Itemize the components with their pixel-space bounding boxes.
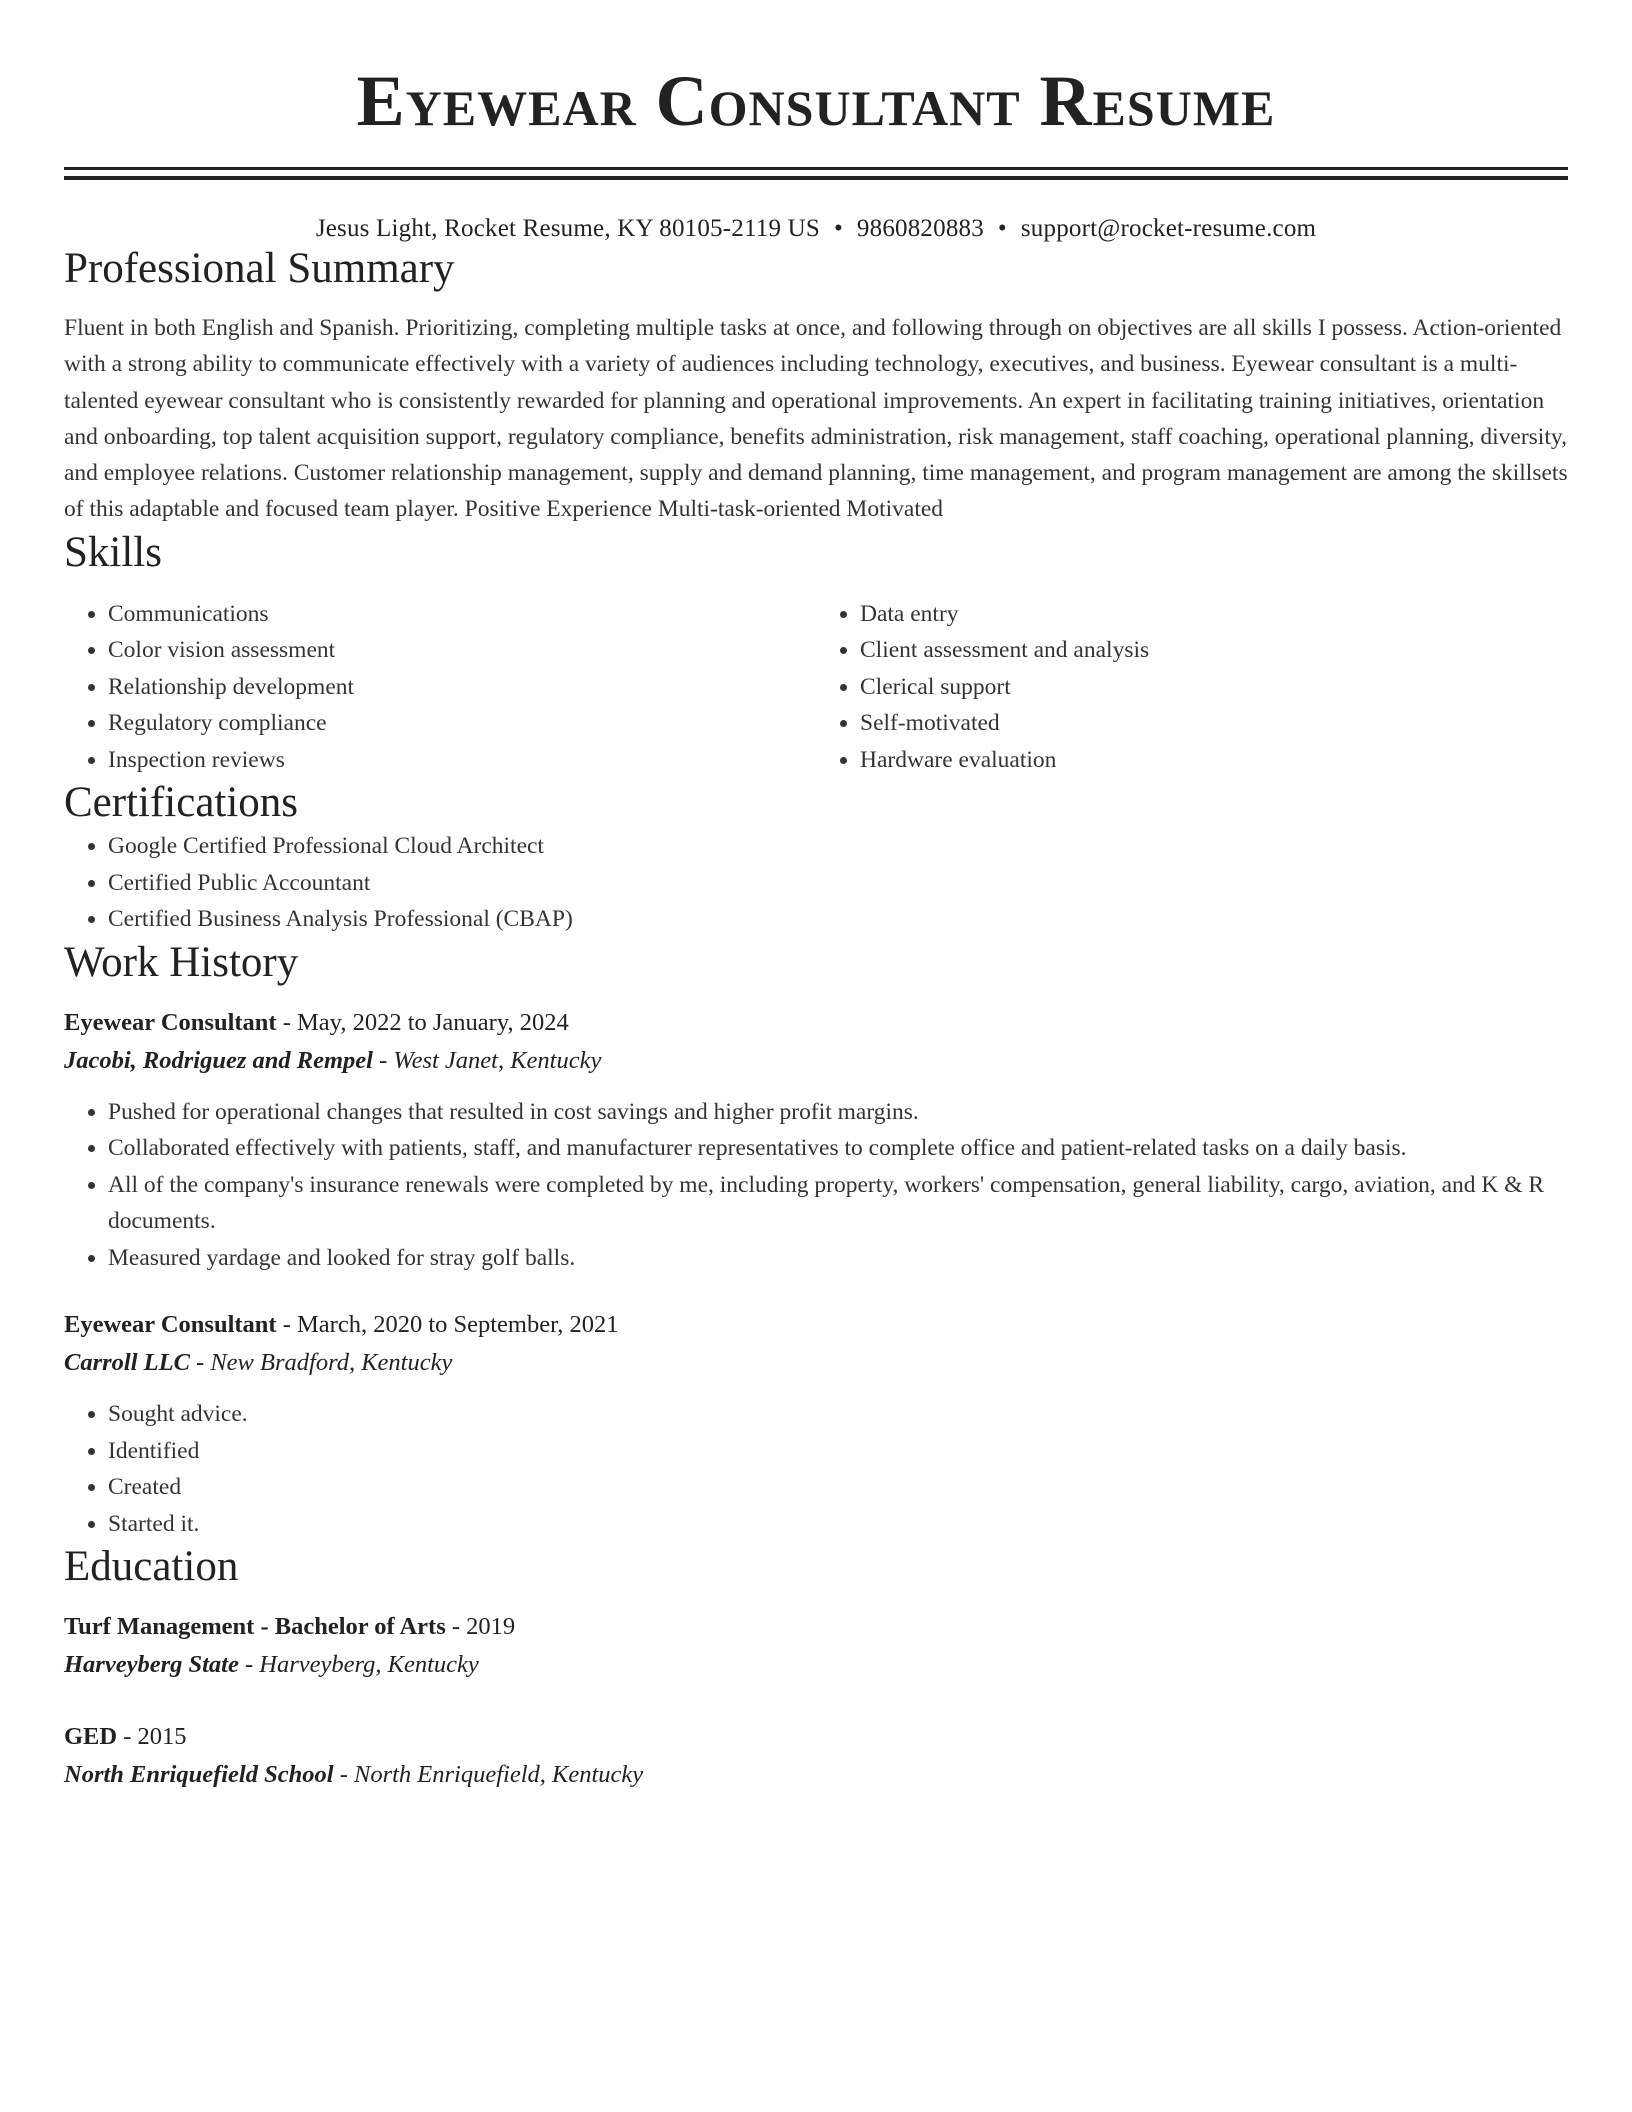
job-header: Eyewear Consultant - March, 2020 to September, 2021 <box>64 1311 619 1339</box>
skills-list-right <box>816 596 1568 779</box>
contact-email: support@rocket-resume.com <box>1020 215 1317 242</box>
certification-item: • Certified Business Analysis Professional (CBAP) <box>108 901 1568 938</box>
skill-item: • Regulatory compliance <box>108 705 816 742</box>
job-duty: • Identified <box>108 1433 1568 1470</box>
title-rule-thick <box>64 176 1568 180</box>
job-header: Eyewear Consultant - May, 2022 to January, 2024 <box>64 1008 569 1036</box>
education-location: North Enriquefield, Kentucky <box>353 1761 644 1789</box>
job-dates: May, 2022 to January, 2024 <box>297 1008 569 1036</box>
job-duty: • All of the company's insurance renewals were completed by me, including property, workers' compensation, general liability, cargo, aviation, and K & R documents. <box>108 1167 1568 1240</box>
title-rule-thin <box>64 167 1568 170</box>
skill-item: • Clerical support <box>860 669 1568 706</box>
education-school-line: North Enriquefield School - North Enriquefield, Kentucky <box>64 1761 644 1789</box>
skill-item: • Self-motivated <box>860 705 1568 742</box>
job-entry <box>64 1004 1568 1277</box>
education-entry <box>64 1608 1568 1684</box>
education-degree: Turf Management - Bachelor of Arts <box>64 1613 446 1641</box>
certification-item: • Certified Public Accountant <box>108 865 1568 902</box>
job-location: West Janet, Kentucky <box>393 1046 602 1074</box>
job-duty: • Pushed for operational changes that resulted in cost savings and higher profit margins. <box>108 1094 1568 1131</box>
skill-item: • Color vision assessment <box>108 632 816 669</box>
resume-title: Eyewear Consultant Resume <box>356 61 1276 141</box>
work-history-heading: Work History <box>64 938 299 986</box>
contact-phone: 9860820883 <box>856 215 984 242</box>
skills-columns <box>64 596 1568 779</box>
job-duty: • Started it. <box>108 1506 1568 1543</box>
education-entry <box>64 1718 1568 1794</box>
job-company: Jacobi, Rodriguez and Rempel <box>64 1046 373 1074</box>
skill-item: • Inspection reviews <box>108 742 816 779</box>
education-year: 2015 <box>137 1723 187 1751</box>
certification-item: • Google Certified Professional Cloud Architect <box>108 828 1568 865</box>
contact-line <box>64 214 1568 244</box>
job-duties <box>64 1396 1568 1542</box>
education-header: GED - 2015 <box>64 1723 187 1751</box>
skills-heading: Skills <box>64 528 162 576</box>
contact-address: Jesus Light, Rocket Resume, KY 80105-2119 US <box>315 215 820 242</box>
contact-separator: • <box>997 215 1007 242</box>
job-duty: • Created <box>108 1469 1568 1506</box>
job-duties <box>64 1094 1568 1277</box>
job-duty: • Measured yardage and looked for stray golf balls. <box>108 1240 1568 1277</box>
job-duty: • Sought advice. <box>108 1396 1568 1433</box>
education-school-line: Harveyberg State - Harveyberg, Kentucky <box>64 1651 479 1679</box>
job-dates: March, 2020 to September, 2021 <box>297 1311 619 1339</box>
education-header: Turf Management - Bachelor of Arts - 2019 <box>64 1613 516 1641</box>
education-location: Harveyberg, Kentucky <box>259 1651 479 1679</box>
skill-item: • Communications <box>108 596 816 633</box>
education-heading: Education <box>64 1543 239 1591</box>
skill-item: • Hardware evaluation <box>860 742 1568 779</box>
education-year: 2019 <box>466 1613 516 1641</box>
skill-item: • Data entry <box>860 596 1568 633</box>
education-degree: GED <box>64 1723 118 1751</box>
certifications-list <box>64 828 1568 938</box>
job-title: Eyewear Consultant <box>64 1008 277 1036</box>
summary-text: Fluent in both English and Spanish. Prioritizing, completing multiple tasks at once, and following through on objectives are all skills I possess. Action-oriented with a strong ability to communicate effectively with a variety of audiences including technology, executives, and business. Eyewear consultant is a multi-talented eyewear consultant who is consistently rewarded for planning and operational improvements. An expert in facilitating training initiatives, orientation and onboarding, top talent acquisition support, regulatory compliance, benefits administration, risk management, staff coaching, operational planning, diversity, and employee relations. Customer relationship management, supply and demand planning, time management, and program management are among the skillsets of this adaptable and focused team player. Positive Experience Multi-task-oriented Motivated <box>64 315 1568 523</box>
summary-heading: Professional Summary <box>64 245 455 292</box>
education-school: Harveyberg State <box>64 1651 239 1679</box>
job-company: Carroll LLC <box>64 1349 190 1377</box>
job-employer: Carroll LLC - New Bradford, Kentucky <box>64 1349 453 1377</box>
skill-item: • Relationship development <box>108 669 816 706</box>
job-location: New Bradford, Kentucky <box>210 1349 453 1377</box>
certifications-heading: Certifications <box>64 779 299 827</box>
job-duty: • Collaborated effectively with patients, staff, and manufacturer representatives to complete office and patient-related tasks on a daily basis. <box>108 1130 1568 1167</box>
job-employer: Jacobi, Rodriguez and Rempel - West Janet, Kentucky <box>64 1046 602 1074</box>
skills-list-left <box>64 596 816 779</box>
contact-separator: • <box>833 215 843 242</box>
job-title: Eyewear Consultant <box>64 1311 277 1339</box>
job-entry <box>64 1306 1568 1542</box>
skill-item: • Client assessment and analysis <box>860 632 1568 669</box>
education-school: North Enriquefield School <box>64 1761 334 1789</box>
